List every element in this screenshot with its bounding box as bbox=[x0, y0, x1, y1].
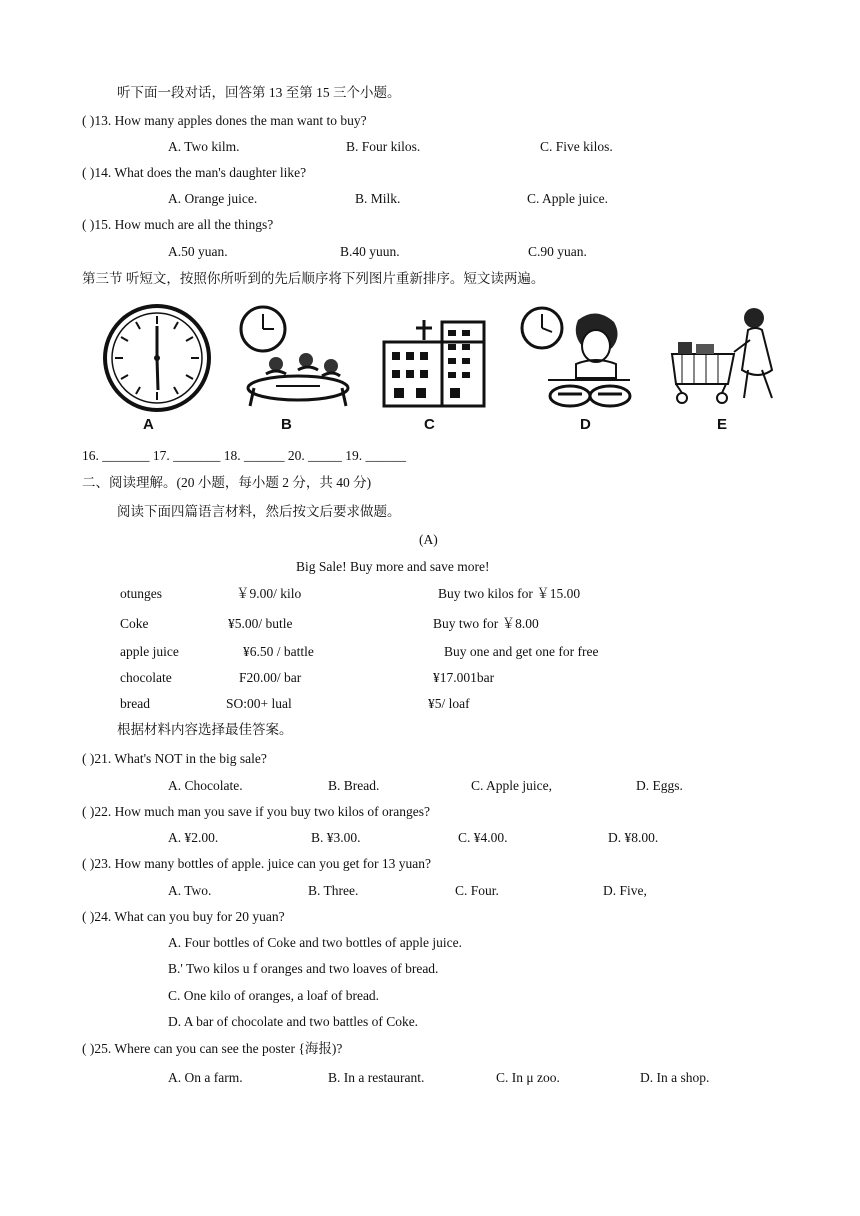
q21-option-d[interactable]: D. Eggs. bbox=[636, 778, 683, 793]
picture-label-c: C bbox=[424, 416, 435, 433]
picture-label-e: E bbox=[717, 416, 728, 433]
poster-title: Big Sale! Buy more and save more! bbox=[296, 559, 490, 574]
q24-option-b[interactable]: B.' Two kilos u f oranges and two loaves of bread. bbox=[168, 961, 439, 976]
sale-offer: Buy two for ￥8.00 bbox=[433, 616, 539, 631]
q13-option-c[interactable]: C. Five kilos. bbox=[540, 139, 613, 154]
q15-option-b[interactable]: B.40 yuun. bbox=[340, 244, 400, 259]
family-meal-picture bbox=[236, 302, 354, 410]
q13-option-b[interactable]: B. Four kilos. bbox=[346, 139, 421, 154]
q23-option-b[interactable]: B. Three. bbox=[308, 883, 359, 898]
listening-instruction: 听下面一段对话，回答第 13 至第 15 三个小题。 bbox=[117, 85, 401, 100]
picture-label-b: B bbox=[281, 416, 292, 433]
q22-option-a[interactable]: A. ¥2.00. bbox=[168, 830, 219, 845]
sale-item: bread bbox=[120, 696, 150, 711]
question-25: ( )25. Where can you can see the poster {海报)? bbox=[82, 1041, 343, 1056]
question-14: ( )14. What does the man's daughter like? bbox=[82, 165, 307, 180]
picture-label-a: A bbox=[143, 416, 154, 433]
sale-price: F20.00/ bar bbox=[239, 670, 302, 685]
shopping-cart-picture bbox=[668, 302, 786, 412]
reading-instruction: 阅读下面四篇语言材料，然后按文后要求做题。 bbox=[117, 504, 401, 519]
sale-price: ￥9.00/ kilo bbox=[236, 586, 302, 601]
q23-option-d[interactable]: D. Five, bbox=[603, 883, 647, 898]
q25-option-b[interactable]: B. In a restaurant. bbox=[328, 1070, 425, 1085]
choose-instruction: 根据材料内容选择最佳答案。 bbox=[117, 722, 293, 737]
building-picture bbox=[380, 318, 488, 410]
q22-option-b[interactable]: B. ¥3.00. bbox=[311, 830, 361, 845]
question-22: ( )22. How much man you save if you buy two kilos of oranges? bbox=[82, 804, 430, 819]
q14-option-a[interactable]: A. Orange juice. bbox=[168, 191, 258, 206]
passage-label: (A) bbox=[419, 532, 438, 547]
q25-option-a[interactable]: A. On a farm. bbox=[168, 1070, 243, 1085]
q24-option-d[interactable]: D. A bar of chocolate and two battles of Coke. bbox=[168, 1014, 419, 1029]
clock-picture bbox=[102, 304, 212, 412]
question-23: ( )23. How many bottles of apple. juice can you get for 13 yuan? bbox=[82, 856, 432, 871]
picture-label-d: D bbox=[580, 416, 591, 433]
q22-option-c[interactable]: C. ¥4.00. bbox=[458, 830, 508, 845]
section-3-instruction: 第三节 听短文，按照你所听到的先后顺序将下列图片重新排序。短文读两遍。 bbox=[82, 271, 545, 286]
sale-price: ¥6.50 / battle bbox=[243, 644, 314, 659]
sale-offer: Buy two kilos for ￥15.00 bbox=[438, 586, 581, 601]
picture-order-line[interactable]: 16. _______ 17. _______ 18. ______ 20. _____ 19. ______ bbox=[82, 448, 406, 463]
reading-heading: 二、阅读理解。(20 小题，每小题 2 分，共 40 分) bbox=[82, 475, 372, 490]
q21-option-b[interactable]: B. Bread. bbox=[328, 778, 380, 793]
q25-option-c[interactable]: C. In μ zoo. bbox=[496, 1070, 560, 1085]
q23-option-a[interactable]: A. Two. bbox=[168, 883, 212, 898]
q24-option-a[interactable]: A. Four bottles of Coke and two bottles of apple juice. bbox=[168, 935, 462, 950]
sale-price: SO:00+ lual bbox=[226, 696, 292, 711]
q22-option-d[interactable]: D. ¥8.00. bbox=[608, 830, 659, 845]
q13-option-a[interactable]: A. Two kilm. bbox=[168, 139, 240, 154]
sale-item: Coke bbox=[120, 616, 149, 631]
sale-item: otunges bbox=[120, 586, 162, 601]
question-24: ( )24. What can you buy for 20 yuan? bbox=[82, 909, 285, 924]
q21-option-a[interactable]: A. Chocolate. bbox=[168, 778, 243, 793]
q25-option-d[interactable]: D. In a shop. bbox=[640, 1070, 710, 1085]
question-21: ( )21. What's NOT in the big sale? bbox=[82, 751, 267, 766]
sale-offer: ¥5/ loaf bbox=[428, 696, 470, 711]
question-15: ( )15. How much are all the things? bbox=[82, 217, 274, 232]
q21-option-c[interactable]: C. Apple juice, bbox=[471, 778, 552, 793]
sale-offer: Buy one and get one for free bbox=[444, 644, 599, 659]
sale-price: ¥5.00/ butle bbox=[228, 616, 293, 631]
sale-offer: ¥17.001bar bbox=[433, 670, 495, 685]
girl-eating-picture bbox=[518, 302, 636, 412]
q14-option-c[interactable]: C. Apple juice. bbox=[527, 191, 608, 206]
q15-option-a[interactable]: A.50 yuan. bbox=[168, 244, 228, 259]
question-13: ( )13. How many apples dones the man want to buy? bbox=[82, 113, 367, 128]
q14-option-b[interactable]: B. Milk. bbox=[355, 191, 401, 206]
q15-option-c[interactable]: C.90 yuan. bbox=[528, 244, 587, 259]
sale-item: apple juice bbox=[120, 644, 179, 659]
q24-option-c[interactable]: C. One kilo of oranges, a loaf of bread. bbox=[168, 988, 380, 1003]
q23-option-c[interactable]: C. Four. bbox=[455, 883, 499, 898]
sale-item: chocolate bbox=[120, 670, 172, 685]
